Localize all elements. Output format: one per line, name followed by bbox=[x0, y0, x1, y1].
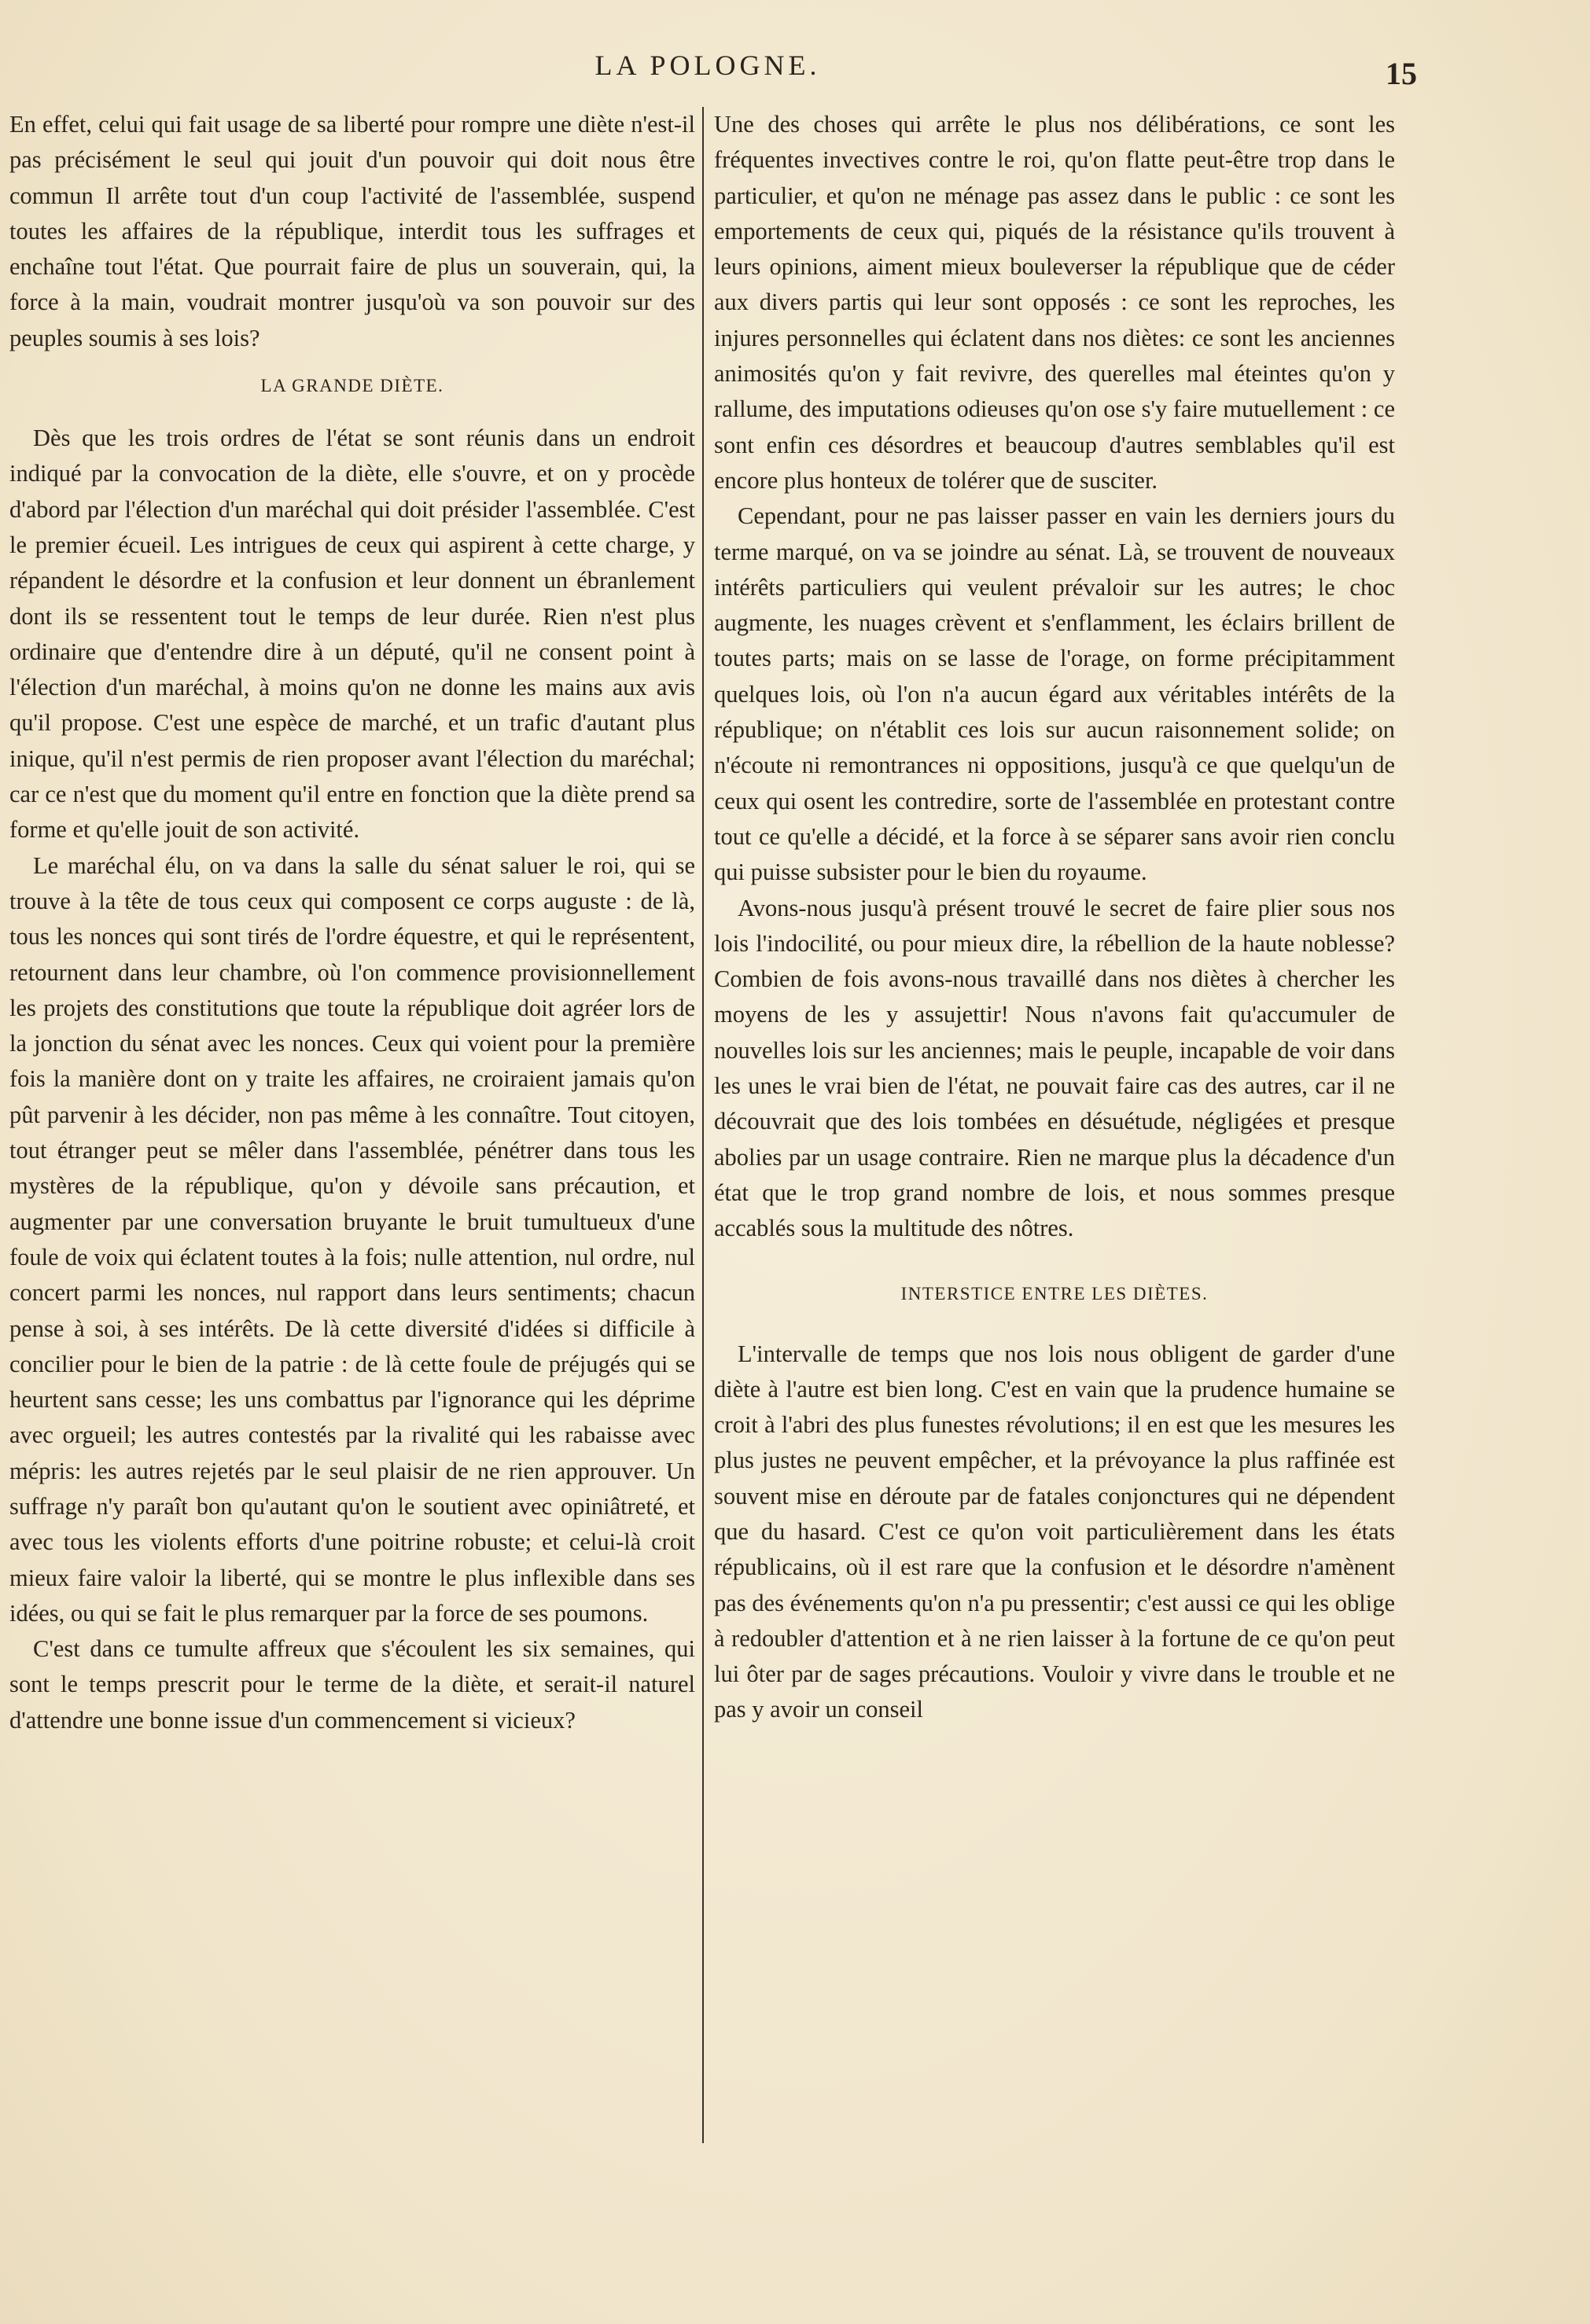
column-divider bbox=[702, 107, 704, 2143]
page-number: 15 bbox=[1386, 56, 1417, 91]
right-paragraph-1: Une des choses qui arrête le plus nos délibérations, ce sont les fréquentes invectives contre le roi, qu'on flatte peut-être trop dans le particulier, et qu'on ne ménage pas assez dans le public : ce sont les emportements de ceux qui, piqués de la résistance qu'ils trouvent à leurs opinions, aiment mieux bouleverser la république que de céder aux divers partis qui leur sont opposés : ce sont les reproches, les injures personnelles qui éclatent dans nos diètes: ce sont les anciennes animosités qu'on y fait revivre, des querelles mal éteintes qu'on y rallume, des imputations odieuses qu'on ose s'y faire mutuellement : ce sont enfin ces désordres et beaucoup d'autres semblables qu'il est encore plus honteux de tolérer que de susciter. bbox=[714, 111, 1395, 494]
left-column bbox=[9, 107, 695, 1738]
left-paragraph-4: C'est dans ce tumulte affreux que s'écoulent les six semaines, qui sont le temps prescrit pour le terme de la diète, et serait-il naturel d'attendre une bonne issue d'un commencement si vicieux? bbox=[9, 1635, 695, 1734]
left-paragraph-3: Le maréchal élu, on va dans la salle du sénat saluer le roi, qui se trouve à la tête de tous ceux qui composent ce corps auguste : de là, tous les nonces qui sont tirés de l'ordre équestre, et qui le représentent, retournent dans leur chambre, où l'on commence provisionnellement les projets des constitutions que toute la république doit agréer lors de la jonction du sénat avec les nonces. Ceux qui voient pour la première fois la manière dont on y traite les affaires, ne croiraient jamais qu'on pût parvenir à les décider, non pas même à les connaître. Tout citoyen, tout étranger peut se mêler dans l'assemblée, pénétrer dans tous les mystères de la république, qu'on y dévoile sans précaution, et augmenter par une conversation bruyante le bruit tumultueux d'une foule de voix qui éclatent toutes à la fois; nulle attention, nul ordre, nul concert parmi les nonces, nul rapport dans leurs sentiments; chacun pense à soi, à ses intérêts. De là cette diversité d'idées si difficile à concilier pour le bien de la patrie : de là cette foule de préjugés qui se heurtent sans cesse; les uns combattus par l'ignorance qui les déprime avec orgueil; les autres contestés par la rivalité qui les rabaisse avec mépris: les autres rejetés par le seul plaisir de ne rien approuver. Un suffrage n'y paraît bon qu'autant qu'on le soutient avec opiniâtreté, et avec tous les violents efforts d'une poitrine robuste; et celui-là croit mieux faire valoir la liberté, qui se montre le plus inflexible dans ses idées, ou qui se fait le plus remarquer par la force de ses poumons. bbox=[9, 851, 695, 1627]
section-heading-interstice: INTERSTICE ENTRE LES DIÈTES. bbox=[900, 1283, 1209, 1304]
right-paragraph-4: L'intervalle de temps que nos lois nous obligent de garder d'une diète à l'autre est bien long. C'est en vain que la prudence humaine se croit à l'abri des plus funestes révolutions; il en est que les mesures les plus justes ne peuvent empêcher, et la prévoyance la plus raffinée est souvent mise en déroute par de fatales conjonctures qui ne dépendent que du hasard. C'est ce qu'on voit particulièrement dans les états républicains, où il est rare que la confusion et le désordre n'amènent pas des événements qu'on n'a pu pressentir; c'est aussi ce qui les oblige à redoubler d'attention et à ne rien laisser à la fortune de ce qu'on peut lui ôter par de sages précautions. Vouloir y vivre dans le trouble et ne pas y avoir un conseil bbox=[714, 1340, 1395, 1723]
left-paragraph-1: En effet, celui qui fait usage de sa liberté pour rompre une diète n'est-il pas précisément le seul qui jouit d'un pouvoir qui doit nous être commun Il arrête tout d'un coup l'activité de l'assemblée, suspend toutes les affaires de la république, interdit tous les suffrages et enchaîne tout l'état. Que pourrait faire de plus un souverain, qui, la force à la main, voudrait montrer jusqu'où va son pouvoir sur des peuples soumis à ses lois? bbox=[9, 111, 695, 351]
right-paragraph-2: Cependant, pour ne pas laisser passer en vain les derniers jours du terme marqué, on va se joindre au sénat. Là, se trouvent de nouveaux intérêts particuliers qui veulent prévaloir sur les autres; le choc augmente, les nuages crèvent et s'enflamment, les éclairs brillent de toutes parts; mais on se lasse de l'orage, on forme précipitamment quelques lois, où l'on n'a aucun égard aux véritables intérêts de la république; on n'établit ces lois sur aucun raisonnement solide; on n'écoute ni remontrances ni oppositions, jusqu'à ce que quelqu'un de ceux qui osent les contredire, sorte de l'assemblée en protestant contre tout ce qu'elle a décidé, et la force à se séparer sans avoir rien conclu qui puisse subsister pour le bien du royaume. bbox=[714, 502, 1395, 886]
running-title: LA POLOGNE. bbox=[594, 50, 821, 81]
right-column bbox=[714, 107, 1395, 1728]
section-heading-grande-diete: LA GRANDE DIÈTE. bbox=[260, 376, 444, 396]
right-paragraph-3: Avons-nous jusqu'à présent trouvé le secret de faire plier sous nos lois l'indocilité, ou pour mieux dire, la rébellion de la haute noblesse? Combien de fois avons-nous travaillé dans nos diètes à chercher les moyens de les y assujettir! Nous n'avons fait qu'accumuler de nouvelles lois sur les anciennes; mais le peuple, incapable de voir dans les unes le vrai bien de l'état, ne pouvait faire cas des autres, car il ne découvrait que des lois tombées en désuétude, négligées et presque abolies par un usage contraire. Rien ne marque plus la décadence d'un état que le trop grand nombre de lois, et nous sommes presque accablés sous la multitude des nôtres. bbox=[714, 894, 1395, 1242]
left-paragraph-2: Dès que les trois ordres de l'état se sont réunis dans un endroit indiqué par la convocation de la diète, elle s'ouvre, et on y procède d'abord par l'élection d'un maréchal qui doit présider l'assemblée. C'est le premier écueil. Les intrigues de ceux qui aspirent à cette charge, y répandent le désordre et la confusion et leur donnent un ébranlement dont ils se ressentent tout le temps de leur durée. Rien n'est plus ordinaire que d'entendre dire à un député, qu'il ne consent point à l'élection d'un maréchal, à moins qu'on ne donne les mains aux avis qu'il propose. C'est une espèce de marché, et un trafic d'autant plus inique, qu'il n'est permis de rien proposer avant l'élection du maréchal; car ce n'est que du moment qu'il entre en fonction que la diète prend sa forme et qu'elle jouit de son activité. bbox=[9, 425, 695, 844]
